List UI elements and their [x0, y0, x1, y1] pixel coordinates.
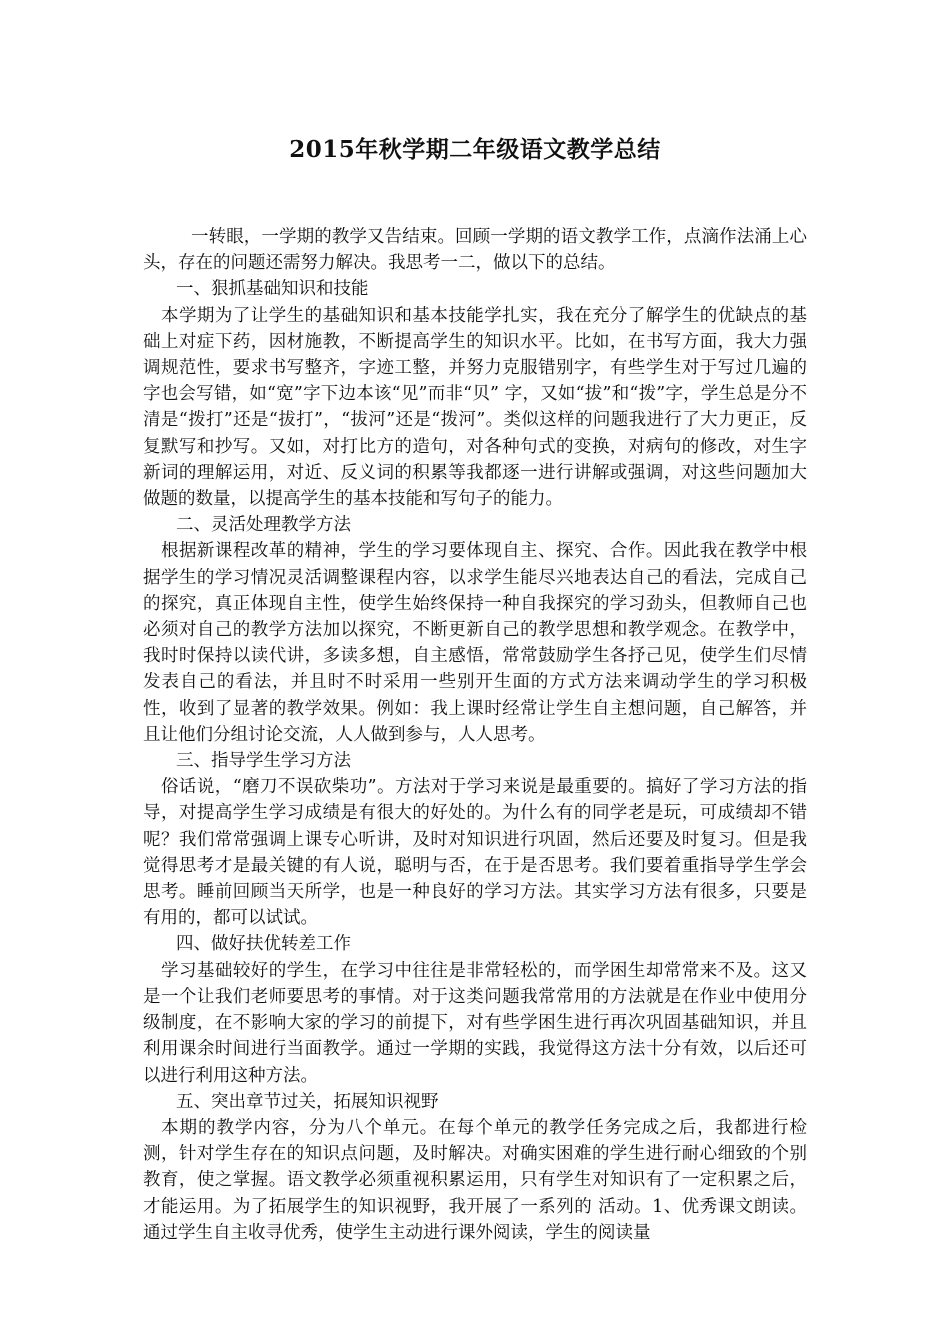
section-heading: 五、突出章节过关，拓展知识视野	[176, 1091, 439, 1112]
section-paragraph: 根据新课程改革的精神，学生的学习要体现自主、探究、合作。因此我在教学中根据学生的学习情况灵活调整课程内容，以求学生能尽兴地表达自己的看法，完成自己的探究，真正体现自主性，使学生始终保持一种自我探究的学习劲头，但教师自己也必须对自己的教学方法加以探究，不断更新自己的教学思想和教学观念。在教学中，我时时保持以读代讲，多读多想，自主感悟，常常鼓励学生各抒己见，使学生们尽情发表自己的看法，并且时不时采用一些别开生面的方式方法来调动学生的学习积极性，收到了显著的教学效果。例如：我上课时经常让学生自主想问题，自己解答，并且让他们分组讨论交流，人人做到参与，人人思考。	[143, 541, 807, 745]
section-paragraph: 俗话说，“磨刀不误砍柴功”。方法对于学习来说是最重要的。搞好了学习方法的指导，对提高学生学习成绩是有很大的好处的。为什么有的同学老是玩，可成绩却不错呢？我们常常强调上课专心听讲，及时对知识进行巩固，然后还要及时复习。但是我觉得思考才是最关键的有人说，聪明与否，在于是否思考。我们要着重指导学生学会思考。睡前回顾当天所学，也是一种良好的学习方法。其实学习方法有很多，只要是有用的，都可以试试。	[143, 777, 807, 929]
section-paragraph: 学习基础较好的学生，在学习中往往是非常轻松的，而学困生却常常来不及。这又是一个让我们老师要思考的事情。对于这类问题我常常用的方法就是在作业中使用分级制度，在不影响大家的学习的前提下，对有些学困生进行再次巩固基础知识，并且利用课余时间进行当面教学。通过一学期的实践，我觉得这方法十分有效，以后还可以进行利用这种方法。	[143, 960, 807, 1086]
section-heading: 三、指导学生学习方法	[176, 751, 351, 772]
document-title: 2015年秋学期二年级语文教学总结	[289, 136, 661, 163]
section-paragraph: 本期的教学内容，分为八个单元。在每个单元的教学任务完成之后，我都进行检测，针对学生存在的知识点问题，及时解决。对确实困难的学生进行耐心细致的个别教育，使之掌握。语文教学必须重视积累运用，只有学生对知识有了一定积累之后，才能运用。为了拓展学生的知识视野，我开展了一系列的 活动。1、优秀课文朗读。通过学生自主收寻优秀，使学生主动进行课外阅读，学生的阅读量	[143, 1117, 807, 1243]
section-heading: 二、灵活处理教学方法	[176, 515, 351, 536]
intro-paragraph: 一转眼，一学期的教学又告结束。回顾一学期的语文教学工作，点滴作法涌上心头，存在的问题还需努力解决。我思考一二，做以下的总结。	[143, 227, 807, 274]
document-body	[143, 224, 807, 1246]
section-heading: 一、狠抓基础知识和技能	[176, 279, 369, 300]
section-paragraph: 本学期为了让学生的基础知识和基本技能学扎实，我在充分了解学生的优缺点的基础上对症下药，因材施教，不断提高学生的知识水平。比如，在书写方面，我大力强调规范性，要求书写整齐，字迹工整，并努力克服错别字，有些学生对于写过几遍的字也会写错，如“宽”字下边本该“见”而非“贝” 字，又如“拔”和“拨”字，学生总是分不清是“拨打”还是“拔打”，“拔河”还是“拨河”。类似这样的问题我进行了大力更正，反复默写和抄写。又如，对打比方的造句，对各种句式的变换，对病句的修改，对生字新词的理解运用，对近、反义词的积累等我都逐一进行讲解或强调，对这些问题加大做题的数量，以提高学生的基本技能和写句子的能力。	[143, 305, 807, 510]
section-heading: 四、做好扶优转差工作	[176, 934, 351, 955]
